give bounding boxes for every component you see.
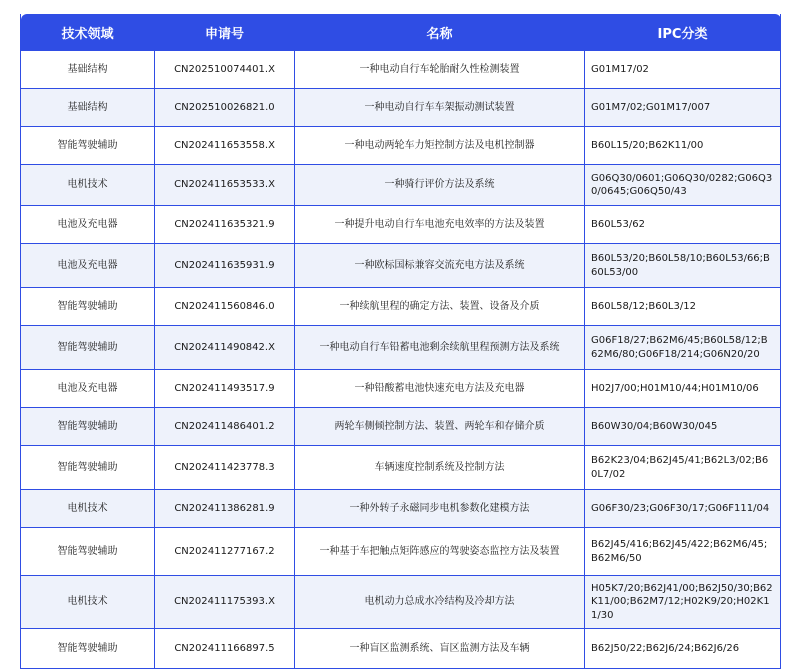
name-cell: 一种电动两轮车力矩控制方法及电机控制器 <box>295 127 585 165</box>
ipc-cell: B62J45/416;B62J45/422;B62M6/45;B62M6/50 <box>585 528 781 576</box>
ipc-cell: B62J50/22;B62J6/24;B62J6/26 <box>585 629 781 669</box>
field-cell: 电池及充电器 <box>21 370 155 408</box>
application-number-cell: CN202411635321.9 <box>155 206 295 244</box>
application-number-cell: CN202411560846.0 <box>155 288 295 326</box>
ipc-cell: B60W30/04;B60W30/045 <box>585 408 781 446</box>
name-cell: 一种盲区监测系统、盲区监测方法及车辆 <box>295 629 585 669</box>
application-number-cell: CN202411277167.2 <box>155 528 295 576</box>
field-cell: 电机技术 <box>21 165 155 206</box>
name-cell: 一种基于车把触点矩阵感应的驾驶姿态监控方法及装置 <box>295 528 585 576</box>
application-number-cell: CN202411490842.X <box>155 326 295 370</box>
ipc-cell: B62K23/04;B62J45/41;B62L3/02;B60L7/02 <box>585 446 781 490</box>
field-cell: 智能驾驶辅助 <box>21 629 155 669</box>
field-cell: 智能驾驶辅助 <box>21 528 155 576</box>
ipc-cell: H05K7/20;B62J41/00;B62J50/30;B62K11/00;B62M7/12;H02K9/20;H02K11/30 <box>585 576 781 629</box>
name-cell: 一种铅酸蓄电池快速充电方法及充电器 <box>295 370 585 408</box>
ipc-cell: B60L53/62 <box>585 206 781 244</box>
header-application-number: 申请号 <box>155 14 295 51</box>
field-cell: 智能驾驶辅助 <box>21 127 155 165</box>
table-row <box>21 576 781 629</box>
name-cell: 一种续航里程的确定方法、装置、设备及介质 <box>295 288 585 326</box>
ipc-cell: B60L53/20;B60L58/10;B60L53/66;B60L53/00 <box>585 244 781 288</box>
name-cell: 电机动力总成水冷结构及冷却方法 <box>295 576 585 629</box>
name-cell: 一种电动自行车铅蓄电池剩余续航里程预测方法及系统 <box>295 326 585 370</box>
application-number-cell: CN202411423778.3 <box>155 446 295 490</box>
field-cell: 智能驾驶辅助 <box>21 408 155 446</box>
field-cell: 电池及充电器 <box>21 206 155 244</box>
field-cell: 电机技术 <box>21 576 155 629</box>
ipc-cell: B60L15/20;B62K11/00 <box>585 127 781 165</box>
ipc-cell: G06F18/27;B62M6/45;B60L58/12;B62M6/80;G06F18/214;G06N20/20 <box>585 326 781 370</box>
table-row <box>21 288 781 326</box>
name-cell: 一种电动自行车轮胎耐久性检测装置 <box>295 51 585 89</box>
table-row <box>21 629 781 669</box>
header-tech-field: 技术领域 <box>21 14 155 51</box>
table-row <box>21 490 781 528</box>
name-cell: 车辆速度控制系统及控制方法 <box>295 446 585 490</box>
table-row <box>21 528 781 576</box>
table-body <box>21 51 781 669</box>
field-cell: 智能驾驶辅助 <box>21 288 155 326</box>
application-number-cell: CN202411486401.2 <box>155 408 295 446</box>
table-row <box>21 244 781 288</box>
name-cell: 一种电动自行车车架振动测试装置 <box>295 89 585 127</box>
header-ipc: IPC分类 <box>585 14 781 51</box>
field-cell: 基础结构 <box>21 89 155 127</box>
table-row <box>21 326 781 370</box>
ipc-cell: G06Q30/0601;G06Q30/0282;G06Q30/0645;G06Q50/43 <box>585 165 781 206</box>
table-row <box>21 446 781 490</box>
table-row <box>21 408 781 446</box>
ipc-cell: H02J7/00;H01M10/44;H01M10/06 <box>585 370 781 408</box>
table-row <box>21 165 781 206</box>
field-cell: 智能驾驶辅助 <box>21 446 155 490</box>
field-cell: 智能驾驶辅助 <box>21 326 155 370</box>
application-number-cell: CN202411166897.5 <box>155 629 295 669</box>
name-cell: 一种欧标国标兼容交流充电方法及系统 <box>295 244 585 288</box>
patent-table-container <box>20 14 780 669</box>
ipc-cell: G01M17/02 <box>585 51 781 89</box>
table-row <box>21 370 781 408</box>
table-row <box>21 51 781 89</box>
application-number-cell: CN202510074401.X <box>155 51 295 89</box>
table-row <box>21 127 781 165</box>
application-number-cell: CN202411493517.9 <box>155 370 295 408</box>
field-cell: 基础结构 <box>21 51 155 89</box>
ipc-cell: G06F30/23;G06F30/17;G06F111/04 <box>585 490 781 528</box>
name-cell: 一种骑行评价方法及系统 <box>295 165 585 206</box>
header-name: 名称 <box>295 14 585 51</box>
application-number-cell: CN202411635931.9 <box>155 244 295 288</box>
ipc-cell: B60L58/12;B60L3/12 <box>585 288 781 326</box>
application-number-cell: CN202411175393.X <box>155 576 295 629</box>
ipc-cell: G01M7/02;G01M17/007 <box>585 89 781 127</box>
name-cell: 两轮车侧倾控制方法、装置、两轮车和存储介质 <box>295 408 585 446</box>
field-cell: 电机技术 <box>21 490 155 528</box>
application-number-cell: CN202510026821.0 <box>155 89 295 127</box>
table-row <box>21 89 781 127</box>
name-cell: 一种提升电动自行车电池充电效率的方法及装置 <box>295 206 585 244</box>
patent-table <box>20 14 781 669</box>
field-cell: 电池及充电器 <box>21 244 155 288</box>
table-header <box>21 14 781 51</box>
name-cell: 一种外转子永磁同步电机参数化建模方法 <box>295 490 585 528</box>
table-row <box>21 206 781 244</box>
application-number-cell: CN202411653558.X <box>155 127 295 165</box>
application-number-cell: CN202411653533.X <box>155 165 295 206</box>
application-number-cell: CN202411386281.9 <box>155 490 295 528</box>
